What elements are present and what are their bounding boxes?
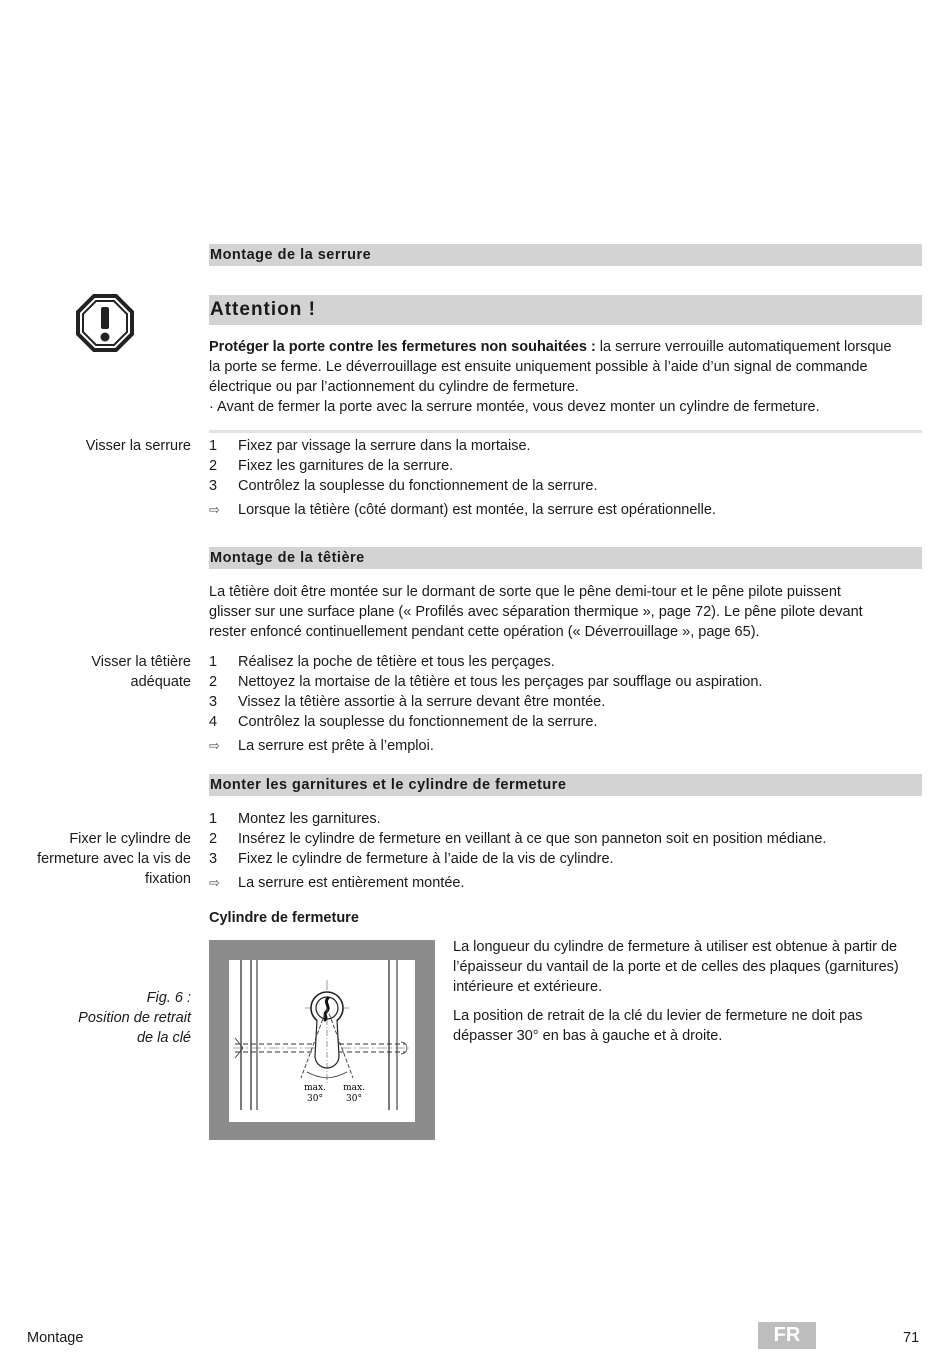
figure-caption: Fig. 6 : Position de retrait de la clé xyxy=(78,990,191,1046)
angle-label-max-left: max. xyxy=(304,1083,326,1093)
result-arrow-icon: ⇨ xyxy=(209,875,220,890)
attention-line-1: la serrure verrouille automatiquement lorsque xyxy=(595,339,892,355)
attention-line-2: la porte se ferme. Le déverrouillage est ensuite uniquement possible à l’aide d’un signal de commande xyxy=(209,359,868,375)
side-label-visser-tetiere: Visser la têtière adéquate xyxy=(91,654,191,690)
attention-title: Attention ! xyxy=(209,295,922,325)
attention-bold: Protéger la porte contre les fermetures non souhaitées : xyxy=(209,339,596,355)
list-item: 1 Réalisez la poche de têtière et tous les perçages. xyxy=(209,654,555,670)
figure-key-position xyxy=(229,960,415,1122)
side-label-visser-serrure: Visser la serrure xyxy=(85,438,191,454)
figure-frame xyxy=(209,940,435,1140)
section-title-garnitures-cylindre: Monter les garnitures et le cylindre de fermeture xyxy=(209,774,922,796)
angle-label-max-right: max. xyxy=(343,1083,365,1093)
footer-section: Montage xyxy=(27,1330,84,1346)
attention-text xyxy=(209,337,922,417)
list-item: 1 Montez les garnitures. xyxy=(209,811,381,827)
list-item: 1 Fixez par vissage la serrure dans la mortaise. xyxy=(209,438,531,454)
section-title-montage-serrure: Montage de la serrure xyxy=(209,244,922,266)
language-badge: FR xyxy=(758,1322,816,1349)
angle-label-deg-left: 30° xyxy=(307,1094,323,1104)
tetiere-intro: La têtière doit être montée sur le dormant de sorte que le pêne demi-tour et le pêne pilote puissent glisser sur une surface plane (« Profilés avec séparation thermique », page 72). Le pêne pilote devant rester enfoncé continuellement pendant cette opération (« Déverrouillage », page 65). xyxy=(209,584,863,640)
list-item: 4 Contrôlez la souplesse du fonctionnement de la serrure. xyxy=(209,714,598,730)
list-item: 3 Contrôlez la souplesse du fonctionnement de la serrure. xyxy=(209,478,598,494)
page-number: 71 xyxy=(903,1330,920,1346)
divider xyxy=(209,430,922,433)
list-item: 3 Vissez la têtière assortie à la serrure devant être montée. xyxy=(209,694,606,710)
cylindre-paragraph-1: La longueur du cylindre de fermeture à utiliser est obtenue à partir de l’épaisseur du vantail de la porte et de celles des plaques (garnitures) intérieure et extérieure. xyxy=(453,939,899,995)
cylinder-drawing xyxy=(229,960,415,1122)
list-item: 3 Fixez le cylindre de fermeture à l’aide de la vis de cylindre. xyxy=(209,851,614,867)
result-item: ⇨ La serrure est entièrement montée. xyxy=(209,875,465,891)
cylindre-paragraph-2: La position de retrait de la clé du levier de fermeture ne doit pas dépasser 30° en bas à gauche et à droite. xyxy=(453,1008,863,1044)
result-item: ⇨ La serrure est prête à l’emploi. xyxy=(209,738,434,754)
list-item: 2 Nettoyez la mortaise de la têtière et tous les perçages par soufflage ou aspiration. xyxy=(209,674,763,690)
list-item: 2 Fixez les garnitures de la serrure. xyxy=(209,458,454,474)
result-arrow-icon: ⇨ xyxy=(209,502,220,517)
result-arrow-icon: ⇨ xyxy=(209,738,220,753)
attention-line-3: électrique ou par l’actionnement du cylindre de fermeture. xyxy=(209,379,579,395)
list-item: 2 Insérez le cylindre de fermeture en veillant à ce que son panneton soit en position médiane. xyxy=(209,831,827,847)
side-label-fixer-cylindre: Fixer le cylindre de fermeture avec la vis de fixation xyxy=(37,831,191,887)
cylindre-subtitle: Cylindre de fermeture xyxy=(209,910,359,926)
section-title-montage-tetiere: Montage de la têtière xyxy=(209,547,922,569)
warning-octagon-icon xyxy=(76,294,134,352)
angle-label-deg-right: 30° xyxy=(346,1094,362,1104)
attention-bullet: · Avant de fermer la porte avec la serrure montée, vous devez monter un cylindre de fermeture. xyxy=(209,399,820,415)
result-item: ⇨ Lorsque la têtière (côté dormant) est montée, la serrure est opérationnelle. xyxy=(209,502,716,518)
